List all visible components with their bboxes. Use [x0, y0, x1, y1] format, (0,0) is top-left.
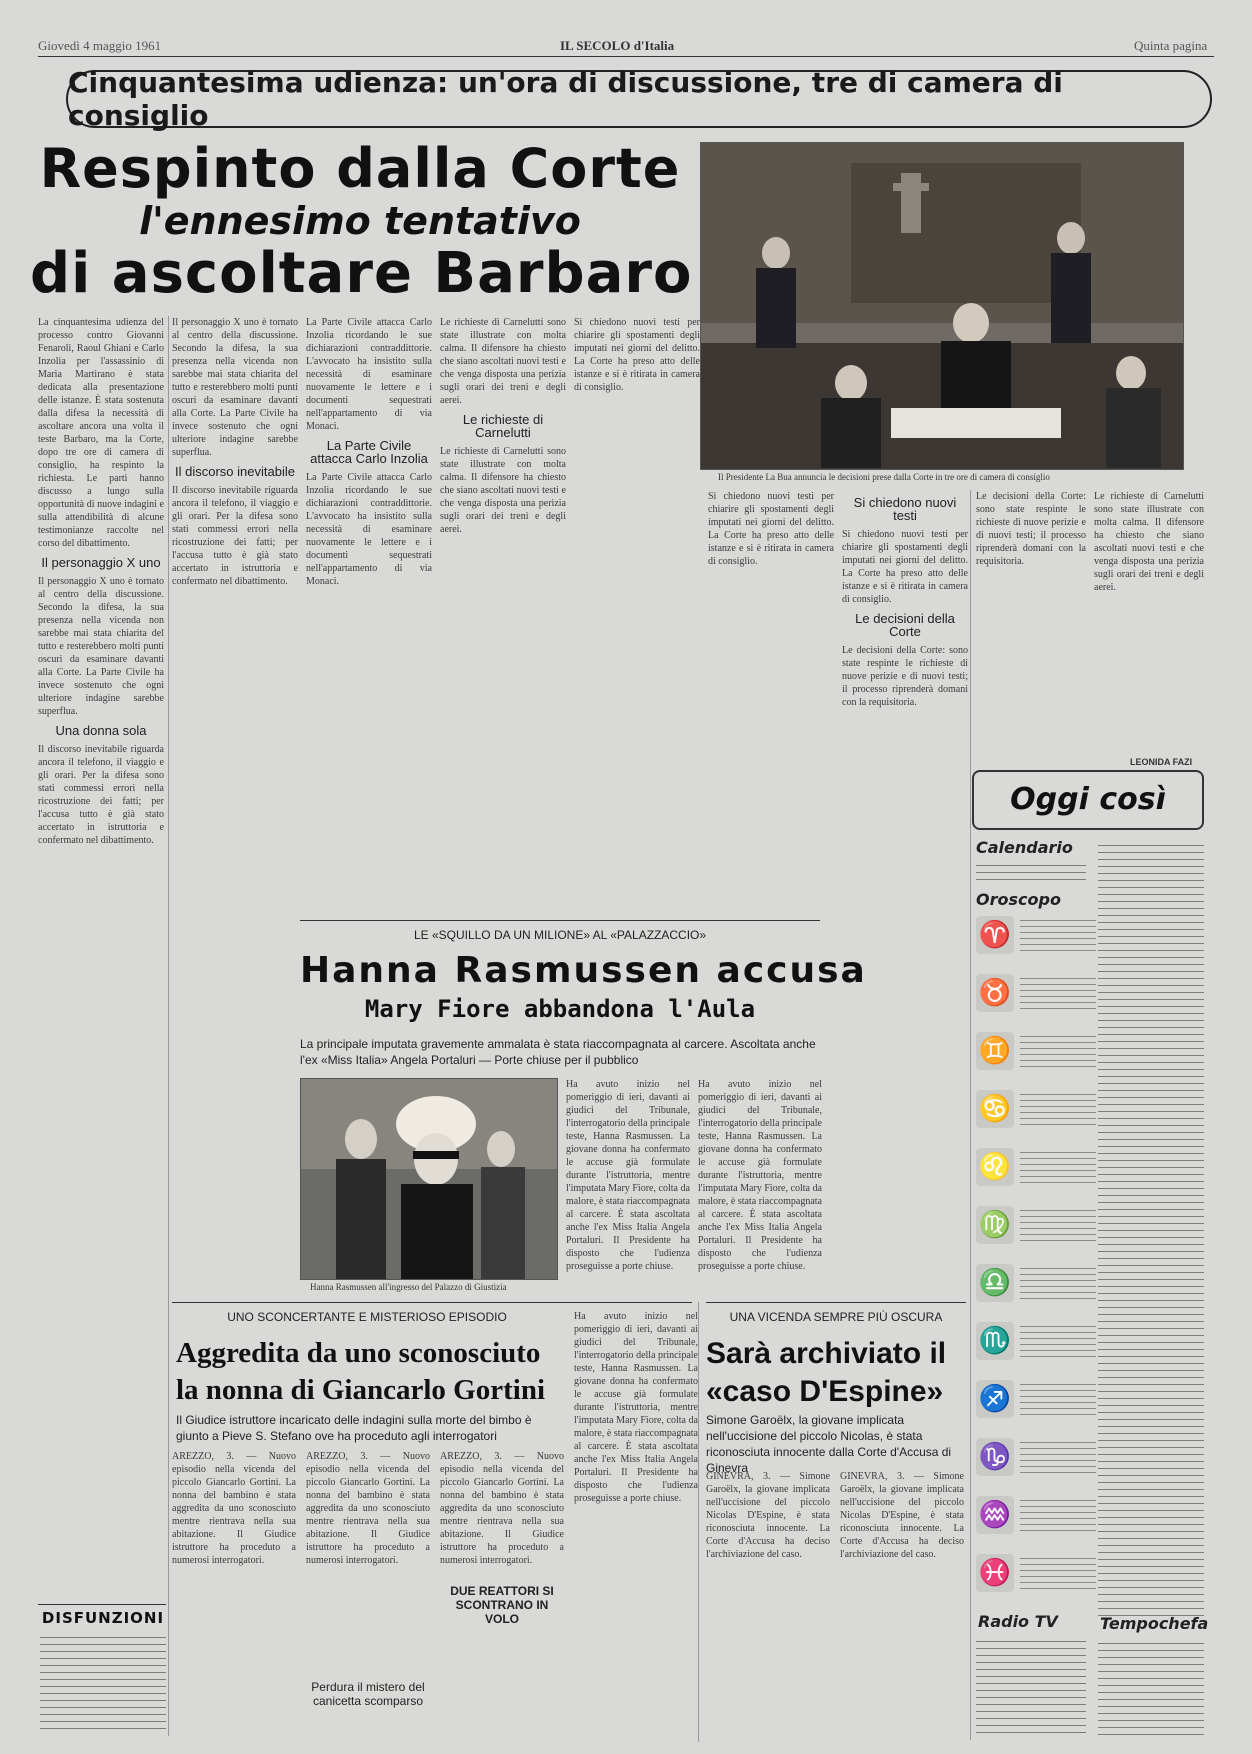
aggr-column-3: [440, 1450, 564, 1580]
subhead-parte-civile: La Parte Civile attacca Carlo Inzolia: [310, 438, 428, 466]
sara-text-1: GINEVRA, 3. — Simone Garoëlx, la giovane implicata nell'uccisione del piccolo Nicolas D'Espine, è stata riconosciuta innocente. La Corte d'Accusa ha deciso l'archiviazione del caso.: [706, 1471, 830, 1560]
article-text-3b: Il discorso inevitabile riguarda ancora il telefono, il viaggio e gli orari. Per la difesa sono stati commessi errori nella ricostruzione dei fatti; per l'accusa tutto è già stato accertato in istruttoria e confermato nel dibattimento.: [172, 485, 298, 587]
aggr-text-2: AREZZO, 3. — Nuovo episodio nella vicenda del piccolo Giancarlo Gortini. La nonna del bambino è stata aggredita da uno sconosciuto mentre rientrava nella sua abitazione. Il Giudice istruttore ha proceduto a numerosi interrogatori.: [306, 1451, 430, 1566]
article-text-6: Si chiedono nuovi testi per chiarire gli spostamenti degli imputati nei giorni del delitto. La Corte ha preso atto delle istanze e si è ritirata in camera di consiglio.: [574, 317, 700, 393]
canicetta-headline: Perdura il mistero del canicetta scomparso: [311, 1680, 425, 1708]
cancer-icon: ♋: [976, 1090, 1014, 1128]
article-column-7: [842, 490, 968, 1290]
subhead-nuovi-testi: Si chiedono nuovi testi: [853, 495, 957, 523]
radio-tv-text: [976, 1636, 1086, 1736]
aquarius-icon: ♒: [976, 1496, 1014, 1534]
disf-rule: [38, 1604, 166, 1605]
article-text-9: Le decisioni della Corte: sono state respinte le richieste di nuove perizie e di nuovi testi; il processo riprenderà domani con la requisitoria.: [976, 491, 1086, 567]
headline-line-2: l'ennesimo tentativo: [139, 199, 581, 243]
libra-icon: ♎: [976, 1264, 1014, 1302]
author-signature: LEONIDA FAZI: [1130, 757, 1193, 767]
cancer-text: [1020, 1090, 1096, 1128]
programmi-column: [1098, 840, 1204, 1620]
aries-icon: ♈: [976, 916, 1014, 954]
article-text-2b: Il personaggio X uno è tornato al centro della discussione. Secondo la difesa, la sua presenza nella vicenda non sarebbe mai stata chiarita del tutto e resterebbero molti punti oscuri da esaminare davanti alla Corte. La Parte Civile ha invece sostenuto che ogni ulteriore indagine sarebbe superflua.: [172, 317, 298, 458]
article-column-3: [306, 316, 432, 906]
court-photo-caption: Il Presidente La Bua annuncia le decisioni prese dalla Corte in tre ore di camera di consiglio: [718, 472, 1050, 482]
article-text-8: Le decisioni della Corte: sono state respinte le richieste di nuove perizie e di nuovi testi; il processo riprenderà domani con la requisitoria.: [842, 645, 968, 708]
column-rule-1: [168, 316, 169, 1736]
article-column-9: [1094, 490, 1204, 750]
article-column-2: [172, 316, 298, 1316]
court-photo: [700, 142, 1184, 470]
aggr-top-rule: [172, 1302, 692, 1303]
article-column-8: [976, 490, 1086, 760]
calendario-text: [976, 860, 1086, 882]
disfunzioni-text: [40, 1632, 166, 1732]
subhead-discorso: Il discorso inevitabile: [175, 464, 295, 479]
leo-icon: ♌: [976, 1148, 1014, 1186]
sara-headline: Sarà archiviato il «caso D'Espine»: [706, 1337, 947, 1408]
subhead-donna-sola: Una donna sola: [55, 723, 147, 738]
sagittarius-text: [1020, 1380, 1096, 1418]
aquarius-text: [1020, 1496, 1096, 1534]
headline-line-1: Respinto dalla Corte: [39, 137, 681, 200]
article-text-4b: La Parte Civile attacca Carlo Inzolia ricordando le sue dichiarazioni contraddittorie. L'avvocato ha insistito sulla necessità di esaminare nuovamente le lettere e i documenti sequestrati nell'appartamento di via Monaci.: [306, 472, 432, 587]
virgo-text: [1020, 1206, 1096, 1244]
libra-text: [1020, 1264, 1096, 1302]
article-column-6: [708, 490, 834, 910]
aggr-text-1: AREZZO, 3. — Nuovo episodio nella vicenda del piccolo Giancarlo Gortini. La nonna del bambino è stata aggredita da uno sconosciuto mentre rientrava nella sua abitazione. Il Giudice istruttore ha proceduto a numerosi interrogatori.: [172, 1451, 296, 1566]
hanna-subtitle: La principale imputata gravemente ammalata è stata riaccompagnata al carcere. Ascoltata anche l'ex «Miss Italia» Angela Portaluri — Porte chiuse per il pubblico: [300, 1037, 816, 1067]
aggr-kicker: UNO SCONCERTANTE E MISTERIOSO EPISODIO: [227, 1310, 507, 1324]
page-number: Quinta pagina: [1134, 38, 1208, 53]
article-text-1: La cinquantesima udienza del processo contro Giovanni Fenaroli, Raoul Ghiani e Carlo Inzolia per l'assassinio di Maria Martirano è stata dedicata alla presentazione delle istanze. È stata sostenuta dalla difesa la necessità di ascoltare ancora una volta il teste Barbaro, ma la Corte, dopo tre ore di camera di consiglio, ha respinto la richiesta. Le parti hanno discusso a lungo sulla opportunità di nuove indagini e sulla attendibilità di alcune testimonianze raccolte nel corso del dibattimento.: [38, 317, 164, 549]
article-text-3: Il discorso inevitabile riguarda ancora il telefono, il viaggio e gli orari. Per la difesa sono stati commessi errori nella ricostruzione dei fatti; per l'accusa tutto è già stato accertato in istruttoria e confermato nel dibattimento.: [38, 744, 164, 846]
aggr-column-4: [574, 1310, 698, 1740]
article-text-4: La Parte Civile attacca Carlo Inzolia ricordando le sue dichiarazioni contraddittorie. L'avvocato ha insistito sulla necessità di esaminare nuovamente le lettere e i documenti sequestrati nell'appartamento di via Monaci.: [306, 317, 432, 432]
aggr-text-3: AREZZO, 3. — Nuovo episodio nella vicenda del piccolo Giancarlo Gortini. La nonna del bambino è stata aggredita da uno sconosciuto mentre rientrava nella sua abitazione. Il Giudice istruttore ha proceduto a numerosi interrogatori.: [440, 1451, 564, 1566]
hanna-text-1: Ha avuto inizio nel pomeriggio di ieri, davanti ai giudici del Tribunale, l'interrogatorio della principale teste, Hanna Rasmussen. La giovane donna ha confermato le accuse già formulate durante l'istruttoria, mentre l'imputata Mary Fiore, colta da malore, è stata riaccompagnata al carcere. È stata ascoltata anche l'ex Miss Italia Angela Portaluri. Il Presidente ha disposto che l'udienza proseguisse a porte chiuse.: [566, 1079, 690, 1272]
header-rule: [38, 56, 1214, 57]
hanna-headline-2: Mary Fiore abbandona l'Aula: [364, 995, 756, 1023]
pisces-icon: ♓: [976, 1554, 1014, 1592]
sara-kicker: UNA VICENDA SEMPRE PIÙ OSCURA: [729, 1310, 943, 1324]
aggr-column-1: [172, 1450, 296, 1740]
oroscopo-label: Oroscopo: [976, 890, 1061, 909]
disfunzioni-headline: DISFUNZIONI: [41, 1609, 165, 1627]
article-text-6b: Si chiedono nuovi testi per chiarire gli spostamenti degli imputati nei giorni del delitto. La Corte ha preso atto delle istanze e si è ritirata in camera di consiglio.: [708, 491, 834, 567]
hanna-top-rule: [300, 920, 820, 921]
hanna-text-2: Ha avuto inizio nel pomeriggio di ieri, davanti ai giudici del Tribunale, l'interrogatorio della principale teste, Hanna Rasmussen. La giovane donna ha confermato le accuse già formulate durante l'istruttoria, mentre l'imputata Mary Fiore, colta da malore, è stata riaccompagnata al carcere. È stata ascoltata anche l'ex Miss Italia Angela Portaluri. Il Presidente ha disposto che l'udienza proseguisse a porte chiuse.: [698, 1079, 822, 1272]
hanna-column-1: [566, 1078, 690, 1288]
reattori-headline: DUE REATTORI SI SCONTRANO IN VOLO: [450, 1584, 554, 1626]
column-rule-2: [970, 490, 971, 1740]
sagittarius-icon: ♐: [976, 1380, 1014, 1418]
aggr-subtitle: Il Giudice istruttore incaricato delle indagini sulla morte del bimbo è giunto a Pieve S. Stefano ove ha proceduto agli interrogatori: [176, 1413, 532, 1443]
capricorn-text: [1020, 1438, 1096, 1476]
gemini-text: [1020, 1032, 1096, 1070]
article-text-2: Il personaggio X uno è tornato al centro della discussione. Secondo la difesa, la sua presenza nella vicenda non sarebbe mai stata chiarita del tutto e resterebbero molti punti oscuri da esaminare davanti alla Corte. La Parte Civile ha invece sostenuto che ogni ulteriore indagine sarebbe superflua.: [38, 576, 164, 717]
taurus-icon: ♉: [976, 974, 1014, 1012]
hanna-column-2: [698, 1078, 822, 1288]
headline-line-3: di ascoltare Barbaro: [30, 241, 693, 306]
aggr-text-4: Ha avuto inizio nel pomeriggio di ieri, davanti ai giudici del Tribunale, l'interrogatorio della principale teste, Hanna Rasmussen. La giovane donna ha confermato le accuse già formulate durante l'istruttoria, mentre l'imputata Mary Fiore, colta da malore, è stata riaccompagnata al carcere. È stata ascoltata anche l'ex Miss Italia Angela Portaluri. Il Presidente ha disposto che l'udienza proseguisse a porte chiuse.: [574, 1311, 698, 1504]
tempochefa-text: [1098, 1638, 1204, 1736]
article-text-5: Le richieste di Carnelutti sono state illustrate con molta calma. Il difensore ha chiesto che siano ascoltati nuovi testi e che venga disposta una perizia sugli orari dei treni e degli aerei.: [440, 317, 566, 406]
sara-text-2: GINEVRA, 3. — Simone Garoëlx, la giovane implicata nell'uccisione del piccolo Nicolas D'Espine, è stata riconosciuta innocente. La Corte d'Accusa ha deciso l'archiviazione del caso.: [840, 1471, 964, 1560]
virgo-icon: ♍: [976, 1206, 1014, 1244]
sara-column-2: [840, 1470, 964, 1740]
radio-tv-label: Radio TV: [978, 1612, 1058, 1631]
column-rule-3: [698, 1302, 699, 1742]
article-column-5: [574, 316, 700, 906]
taurus-text: [1020, 974, 1096, 1012]
article-text-10: Le richieste di Carnelutti sono state illustrate con molta calma. Il difensore ha chiesto che siano ascoltati nuovi testi e che venga disposta una perizia sugli orari dei treni e degli aerei.: [1094, 491, 1204, 593]
leo-text: [1020, 1148, 1096, 1186]
subhead-carnelutti: Le richieste di Carnelutti: [462, 412, 544, 440]
gemini-icon: ♊: [976, 1032, 1014, 1070]
aries-text: [1020, 916, 1096, 954]
masthead: IL SECOLO d'Italia: [560, 38, 675, 53]
article-column-4: [440, 316, 566, 906]
sara-subtitle: Simone Garoëlx, la giovane implicata nell'uccisione del piccolo Nicolas, è stata riconosciuta innocente dalla Corte d'Accusa di Ginevra: [706, 1413, 952, 1475]
court-photo-image: [701, 143, 1183, 469]
header-date: Giovedì 4 maggio 1961: [38, 38, 162, 53]
capricorn-icon: ♑: [976, 1438, 1014, 1476]
tempochefa-label: Tempochefa: [1100, 1614, 1209, 1633]
hanna-photo-caption: Hanna Rasmussen all'ingresso del Palazzo di Giustizia: [310, 1282, 507, 1292]
sara-column-1: [706, 1470, 830, 1740]
subhead-personaggio: Il personaggio X uno: [41, 555, 161, 570]
hanna-photo: [300, 1078, 558, 1280]
pisces-text: [1020, 1554, 1096, 1592]
hanna-headline-1: Hanna Rasmussen accusa: [300, 950, 867, 991]
kicker-banner: Cinquantesima udienza: un'ora di discussione, tre di camera di consiglio: [66, 70, 1212, 128]
hanna-kicker: LE «SQUILLO DA UN MILIONE» AL «PALAZZACCIO»: [413, 928, 707, 942]
aggr-headline: Aggredita da uno sconosciuto la nonna di Giancarlo Gortini: [176, 1337, 545, 1406]
scorpio-text: [1020, 1322, 1096, 1360]
hanna-photo-image: [301, 1079, 557, 1279]
article-text-7: Si chiedono nuovi testi per chiarire gli spostamenti degli imputati nei giorni del delitto. La Corte ha preso atto delle istanze e si è ritirata in camera di consiglio.: [842, 529, 968, 605]
calendario-label: Calendario: [976, 838, 1073, 857]
article-text-5b: Le richieste di Carnelutti sono state illustrate con molta calma. Il difensore ha chiesto che siano ascoltati nuovi testi e che venga disposta una perizia sugli orari dei treni e degli aerei.: [440, 446, 566, 535]
article-column-1: [38, 316, 164, 1606]
scorpio-icon: ♏: [976, 1322, 1014, 1360]
subhead-decisioni: Le decisioni della Corte: [855, 611, 955, 639]
sara-top-rule: [706, 1302, 966, 1303]
oggi-cosi-title: Oggi così: [972, 770, 1204, 830]
